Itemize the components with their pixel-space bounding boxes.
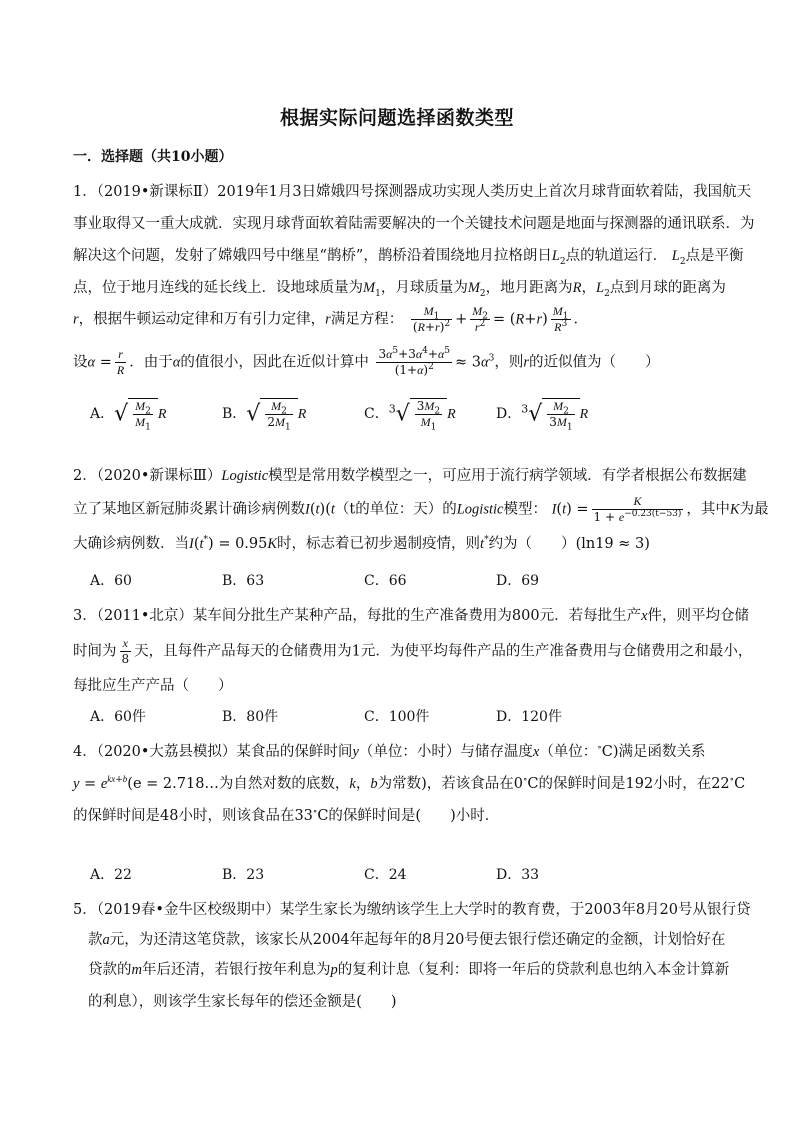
q3-option-d[interactable]: D．120件 xyxy=(496,709,562,725)
q2-option-c[interactable]: C．66 xyxy=(364,573,407,589)
q1-line-6: 设α = $\frac{r}{R}$ ．由于α的值很小，因此在近似计算中 $\frac{3\alpha^5+3\alpha^4+\alpha^5}{(1+\alpha)^2}$ ≈ $3\alpha^3$，则r的近似值为（ ） xyxy=(73,346,660,377)
q4-option-a[interactable]: A．22 xyxy=(90,867,132,883)
q3-option-c[interactable]: C．100件 xyxy=(364,709,430,725)
q2-option-a[interactable]: A．60 xyxy=(90,573,132,589)
q2-line-2: 立了某地区新冠肺炎累计确诊病例数I(t)(t（t的单位：天）的Logistic模型： I(t) = $\frac{K}{1 + e^{-0.23(t-53)}}$ ，其中K为最 xyxy=(73,494,769,524)
q1-line-5: r，根据牛顿运动定律和万有引力定律，r满足方程： $\frac{M_1}{(R+r)^2}$ + $\frac{M_2}{r^2}$ = (R+r) $\frac{M_1}{R^3}$ ． xyxy=(73,304,588,334)
q1-option-b[interactable]: B．√ $\frac{M_2}{2M_1}$ R xyxy=(222,399,307,433)
q3-line-1: 3．（2011•北京）某车间分批生产某种产品，每批的生产准备费用为800元．若每批生产x件，则平均仓储 xyxy=(73,608,750,624)
page-title: 根据实际问题选择函数类型 xyxy=(279,107,514,129)
q3-line-2: 时间为 $\frac{x}{8}$ 天，且每件产品每天的仓储费用为1元．为使平均每件产品的生产准备费用与仓储费用之和最小， xyxy=(73,636,753,666)
q1-line-1: 1．（2019•新课标Ⅱ）2019年1月3日嫦娥四号探测器成功实现人类历史上首次月球背面软着陆，我国航天 xyxy=(73,184,752,200)
q2-option-b[interactable]: B．63 xyxy=(222,573,265,589)
q2-option-d[interactable]: D．69 xyxy=(496,573,540,589)
q5-line-4: 的利息），则该学生家长每年的偿还金额是( ) xyxy=(88,994,397,1010)
q1-option-a[interactable]: A．√ $\frac{M_2}{M_1}$ R xyxy=(90,399,167,433)
q4-option-c[interactable]: C．24 xyxy=(364,867,407,883)
q3-option-b[interactable]: B．80件 xyxy=(222,709,279,725)
q5-line-1: 5．（2019春•金牛区校级期中）某学生家长为缴纳该学生上大学时的教育费，于2003年8月20号从银行贷 xyxy=(73,902,751,918)
q1-line-2: 事业取得又一重大成就．实现月球背面软着陆需要解决的一个关键技术问题是地面与探测器的通讯联系．为 xyxy=(73,216,755,232)
q5-line-2: 款a元，为还清这笔贷款，该家长从2004年起每年的8月20号便去银行偿还确定的金额，计划恰好在 xyxy=(88,932,726,948)
q1-option-c[interactable]: C．$^3$√ $\frac{3M_2}{M_1}$ R xyxy=(364,399,456,433)
q4-line-3: 的保鲜时间是48小时，则该食品在33∘C的保鲜时间是( )小时． xyxy=(73,807,500,824)
q4-option-b[interactable]: B．23 xyxy=(222,867,265,883)
q3-line-3: 每批应生产产品（ ） xyxy=(73,678,233,694)
q1-line-3: 解决这个问题，发射了嫦娥四号中继星“鹊桥”，鹊桥沿着围绕地月拉格朗日$L_2$点的轨道运行． $L_2$点是平衡 xyxy=(73,248,744,267)
q5-line-3: 贷款的m年后还清，若银行按年利息为p的复利计息（复利：即将一年后的贷款利息也纳入本金计算新 xyxy=(88,962,730,978)
q4-line-2: $y = e^{kx+b}(e$ = 2.718…为自然对数的底数，k，b为常数)，若该食品在0∘C的保鲜时间是192小时，在22∘C xyxy=(73,774,746,792)
q2-line-3: 大确诊病例数．当I(t*) = 0.95K时，标志着已初步遏制疫情，则t*约为（ ）(ln19 ≈ 3) xyxy=(73,535,650,552)
q4-option-d[interactable]: D．33 xyxy=(496,867,540,883)
q1-line-4: 点，位于地月连线的延长线上．设地球质量为$M_1$，月球质量为$M_2$，地月距离为R，$L_2$点到月球的距离为 xyxy=(73,280,726,299)
section-heading: 一．选择题（共10小题） xyxy=(73,149,233,165)
q2-line-1: 2．（2020•新课标Ⅲ）Logistic模型是常用数学模型之一，可应用于流行病学领域．有学者根据公布数据建 xyxy=(73,468,747,484)
q1-option-d[interactable]: D．$^3$√ $\frac{M_2}{3M_1}$ R xyxy=(496,399,589,433)
q3-option-a[interactable]: A．60件 xyxy=(90,709,146,725)
q4-line-1: 4．（2020•大荔县模拟）某食品的保鲜时间y（单位：小时）与储存温度x（单位：∘C)满足函数关系 xyxy=(73,743,706,760)
